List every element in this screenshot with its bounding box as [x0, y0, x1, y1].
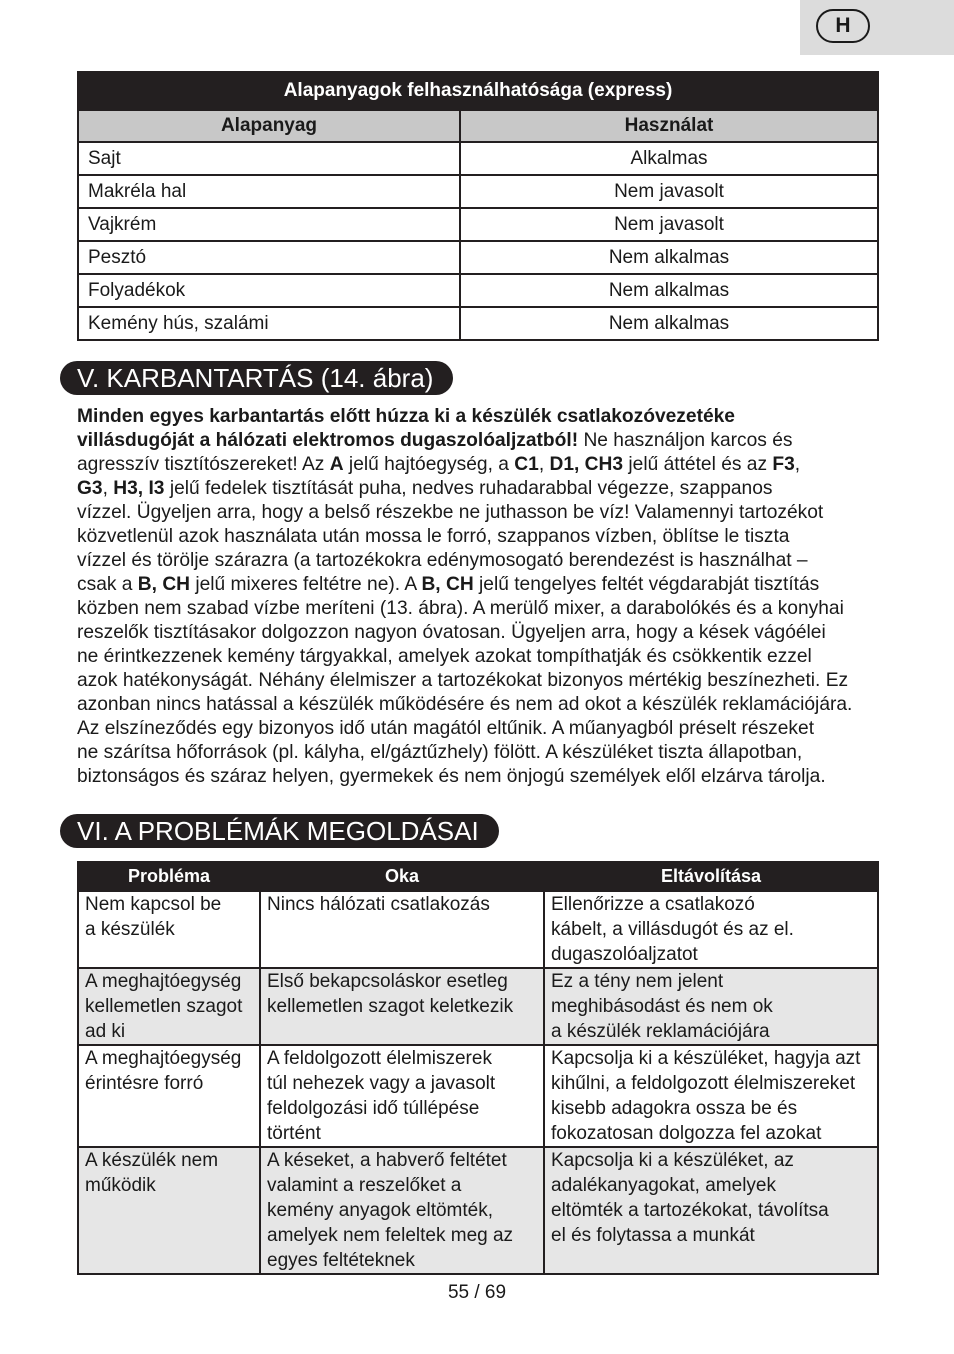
text-run: jelű fedelek tisztítását puha, nedves ruhadarabbal végezze, szappanos: [164, 478, 773, 499]
bold-text: B, CH: [421, 574, 474, 595]
paragraph-line: [77, 525, 892, 549]
remedy-cell: [544, 968, 878, 1045]
text-run: reszelők tisztításakor dolgozzon nagyon óvatosan. Ügyeljen arra, hogy a kések vágóélei: [77, 622, 826, 643]
cell-line: valamint a reszelőket a: [267, 1175, 462, 1196]
cell-line: Első bekapcsoláskor esetleg: [267, 971, 508, 992]
cell-line: túl nehezek vagy a javasolt: [267, 1073, 496, 1094]
bold-text: F3: [772, 454, 795, 475]
cell-line: kábelt, a villásdugót és az el.: [551, 919, 794, 940]
table-row: [78, 307, 878, 340]
maintenance-heading: V. KARBANTARTÁS (14. ábra): [60, 361, 453, 395]
cell-line: Kapcsolja ki a készüléket, hagyja azt: [551, 1048, 861, 1069]
paragraph-line: [77, 573, 892, 597]
ingredient-cell: Sajt: [78, 142, 460, 175]
problem-cell: [78, 1045, 260, 1147]
cell-line: Ez a tény nem jelent: [551, 971, 724, 992]
ingredient-cell: Kemény hús, szalámi: [78, 307, 460, 340]
text-run: ne érintkezzenek kemény tárgyakkal, amelyek azokat tompíthatják és csökkentik ezzel: [77, 646, 812, 667]
paragraph-line: [77, 429, 892, 453]
text-run: jelű mixeres feltétre ne). A: [190, 574, 422, 595]
page-number: 55 / 69: [447, 1282, 507, 1303]
cell-line: A készülék nem: [85, 1150, 219, 1171]
text-run: Az elszíneződés egy bizonyos idő után magától eltűnik. A műanyagból préselt részeket: [77, 718, 815, 739]
text-run: azok hatékonyságát. Néhány élelmiszer a tartozékokat bizonyos mértékig beszínezheti. Ez: [77, 670, 849, 691]
text-run: vízzel és törölje szárazra (a tartozékokra edénymosogató berendezést is használhat –: [77, 550, 808, 571]
cell-line: kellemetlen szagot: [85, 996, 243, 1017]
problem-cell: [78, 968, 260, 1045]
text-run: közvetlenül azok használata után mossa le forró, szappanos vízben, öblítse le tiszta: [77, 526, 790, 547]
remedy-cell: [544, 1045, 878, 1147]
column-header-cause: Oka: [260, 862, 544, 891]
paragraph-line: [77, 405, 892, 429]
table-row: [78, 142, 878, 175]
text-run: ,: [794, 454, 801, 475]
paragraph-line: [77, 501, 892, 525]
cell-line: dugaszolóaljzatot: [551, 944, 698, 965]
cell-line: adalékanyagokat, amelyek: [551, 1175, 776, 1196]
cell-line: kisebb adagokra ossza be és: [551, 1098, 798, 1119]
cell-line: ad ki: [85, 1021, 126, 1042]
cell-line: egyes feltéteknek: [267, 1250, 415, 1271]
paragraph-line: [77, 693, 892, 717]
remedy-cell: [544, 891, 878, 968]
cause-cell: [260, 1045, 544, 1147]
cause-cell: [260, 1147, 544, 1274]
bold-text: A: [329, 454, 344, 475]
text-run: ,: [102, 478, 114, 499]
table-row: [78, 175, 878, 208]
cause-cell: [260, 968, 544, 1045]
text-run: jelű tengelyes feltét végdarabját tisztítás: [473, 574, 820, 595]
text-run: ,: [538, 454, 550, 475]
text-run: jelű áttétel és az: [623, 454, 773, 475]
cell-line: A feldolgozott élelmiszerek: [267, 1048, 492, 1069]
ingredient-cell: Vajkrém: [78, 208, 460, 241]
cell-line: el és folytassa a munkát: [551, 1225, 755, 1246]
bold-text: D1, CH3: [549, 454, 624, 475]
bold-text: G3: [77, 478, 103, 499]
paragraph-line: [77, 669, 892, 693]
cell-line: meghibásodást és nem ok: [551, 996, 773, 1017]
cell-line: A késeket, a habverő feltétet: [267, 1150, 507, 1171]
problem-cell: [78, 891, 260, 968]
cell-line: kemény anyagok eltömték,: [267, 1200, 494, 1221]
text-run: jelű hajtóegység, a: [343, 454, 515, 475]
text-run: Ne használjon karcos és: [578, 430, 793, 451]
cell-line: A meghajtóegység: [85, 971, 242, 992]
cell-line: érintésre forró: [85, 1073, 204, 1094]
usage-cell: Nem javasolt: [460, 175, 878, 208]
cell-line: a készülék reklamációjára: [551, 1021, 770, 1042]
language-tab: [800, 0, 954, 55]
ingredient-cell: Pesztó: [78, 241, 460, 274]
usage-cell: Nem alkalmas: [460, 307, 878, 340]
table-row: [78, 1147, 878, 1274]
cell-line: fokozatosan dolgozza fel azokat: [551, 1123, 822, 1144]
cell-line: Ellenőrizze a csatlakozó: [551, 894, 755, 915]
cell-line: kellemetlen szagot keletkezik: [267, 996, 514, 1017]
paragraph-line: [77, 549, 892, 573]
language-badge: H: [816, 9, 870, 43]
paragraph-line: [77, 597, 892, 621]
usage-cell: Nem javasolt: [460, 208, 878, 241]
problem-cell: [78, 1147, 260, 1274]
paragraph-line: [77, 765, 892, 789]
remedy-cell: [544, 1147, 878, 1274]
cell-line: Nem kapcsol be: [85, 894, 222, 915]
paragraph-line: [77, 717, 892, 741]
maintenance-paragraph: [77, 405, 892, 789]
usage-cell: Alkalmas: [460, 142, 878, 175]
bold-text: B, CH: [137, 574, 191, 595]
text-run: azonban nincs hatással a készülék működésére és nem ad okot a készülék reklamációjára.: [77, 694, 853, 715]
paragraph-line: [77, 621, 892, 645]
cell-line: eltömték a tartozékokat, távolítsa: [551, 1200, 829, 1221]
text-run: közben nem szabad vízbe meríteni (13. ábra). A merülő mixer, a darabolókés és a konyhai: [77, 598, 844, 619]
paragraph-line: [77, 453, 892, 477]
cell-line: feldolgozási idő túllépése: [267, 1098, 480, 1119]
cell-line: A meghajtóegység: [85, 1048, 242, 1069]
column-header-remedy: Eltávolítása: [544, 862, 878, 891]
column-header-problem: Probléma: [78, 862, 260, 891]
cause-cell: [260, 891, 544, 968]
table-row: [78, 208, 878, 241]
paragraph-line: [77, 645, 892, 669]
text-run: vízzel. Ügyeljen arra, hogy a belső részekbe ne juthasson be víz! Valamennyi tartozékot: [77, 502, 824, 523]
table-row: [78, 1045, 878, 1147]
ingredients-table: [77, 71, 879, 341]
cell-line: amelyek nem feleltek meg az: [267, 1225, 514, 1246]
paragraph-line: [77, 741, 892, 765]
table-row: [78, 968, 878, 1045]
cell-line: történt: [267, 1123, 321, 1144]
bold-text: villásdugóját a hálózati elektromos dugaszolóaljzatból!: [77, 430, 579, 451]
usage-cell: Nem alkalmas: [460, 241, 878, 274]
table-row: [78, 274, 878, 307]
text-run: biztonságos és száraz helyen, gyermekek és nem önjogú személyek elől elzárva tárolja.: [77, 766, 826, 787]
cell-line: Kapcsolja ki a készüléket, az: [551, 1150, 794, 1171]
text-run: agresszív tisztítószereket! Az: [77, 454, 330, 475]
bold-text: Minden egyes karbantartás előtt húzza ki a készülék csatlakozóvezetéke: [77, 406, 735, 427]
bold-text: C1: [514, 454, 539, 475]
table-row: [78, 891, 878, 968]
bold-text: H3, I3: [113, 478, 165, 499]
cell-line: működik: [85, 1175, 156, 1196]
ingredient-cell: Folyadékok: [78, 274, 460, 307]
cell-line: a készülék: [85, 919, 175, 940]
table-row: [78, 241, 878, 274]
troubleshooting-heading: VI. A PROBLÉMÁK MEGOLDÁSAI: [60, 814, 499, 848]
troubleshooting-table: [77, 861, 879, 1275]
column-header-usage: Használat: [460, 110, 878, 142]
column-header-ingredient: Alapanyag: [78, 110, 460, 142]
ingredients-table-title: Alapanyagok felhasználhatósága (express): [78, 72, 878, 110]
text-run: csak a: [77, 574, 138, 595]
cell-line: kihűlni, a feldolgozott élelmiszereket: [551, 1073, 856, 1094]
text-run: ne szárítsa hőforrások (pl. kályha, el/gáztűzhely) fölött. A készüléket tiszta állapotban,: [77, 742, 803, 763]
usage-cell: Nem alkalmas: [460, 274, 878, 307]
ingredient-cell: Makréla hal: [78, 175, 460, 208]
paragraph-line: [77, 477, 892, 501]
cell-line: Nincs hálózati csatlakozás: [267, 894, 490, 915]
